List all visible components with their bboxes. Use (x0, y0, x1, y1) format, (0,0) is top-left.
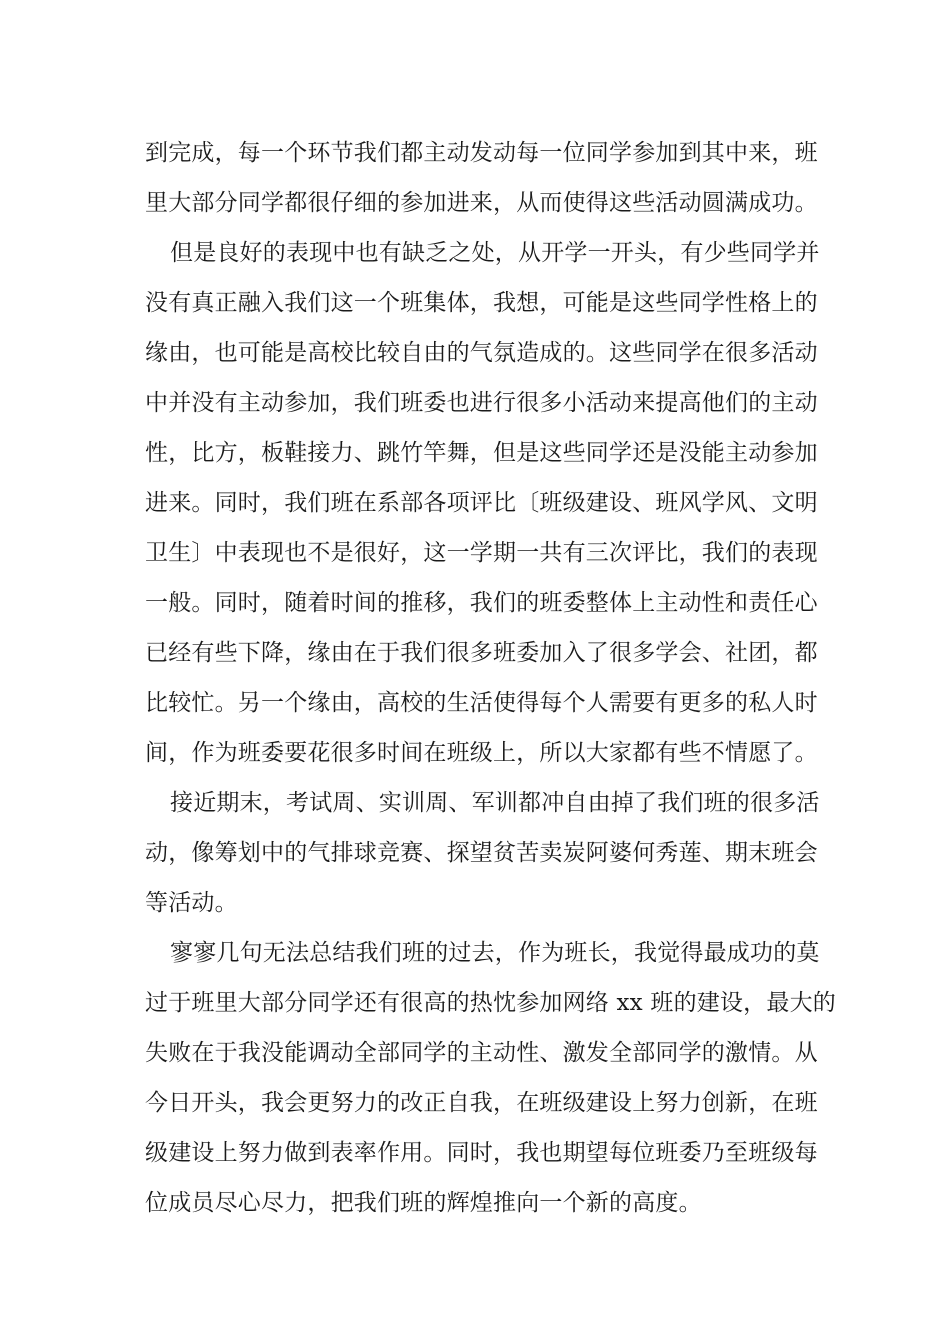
text-line: 但是良好的表现中也有缺乏之处，从开学一开头，有少些同学并 (170, 240, 820, 266)
text-line: 级建设上努力做到表率作用。同时，我也期望每位班委乃至班级每 (145, 1140, 818, 1166)
text-line: 到完成，每一个环节我们都主动发动每一位同学参加到其中来，班 (145, 140, 818, 166)
document-body (145, 128, 836, 1228)
text-line: 寥寥几句无法总结我们班的过去，作为班长，我觉得最成功的莫 (170, 940, 820, 966)
text-line: 卫生〕中表现也不是很好，这一学期一共有三次评比，我们的表现 (145, 540, 818, 566)
text-line: 一般。同时，随着时间的推移，我们的班委整体上主动性和责任心 (145, 590, 818, 616)
text-line: 性，比方，板鞋接力、跳竹竿舞，但是这些同学还是没能主动参加 (145, 440, 818, 466)
text-line: 中并没有主动参加，我们班委也进行很多小活动来提高他们的主动 (145, 390, 818, 416)
text-line: 今日开头，我会更努力的改正自我，在班级建设上努力创新，在班 (145, 1090, 818, 1116)
text-line: 动，像筹划中的气排球竞赛、探望贫苦卖炭阿婆何秀莲、期末班会 (145, 840, 818, 866)
text-line: 缘由，也可能是高校比较自由的气氛造成的。这些同学在很多活动 (145, 340, 818, 366)
text-line: 比较忙。另一个缘由，高校的生活使得每个人需要有更多的私人时 (145, 690, 818, 716)
text-line: 失败在于我没能调动全部同学的主动性、激发全部同学的激情。从 (145, 1040, 818, 1066)
text-line: 没有真正融入我们这一个班集体，我想，可能是这些同学性格上的 (145, 290, 818, 316)
text-line: 进来。同时，我们班在系部各项评比〔班级建设、班风学风、文明 (145, 490, 818, 516)
text-line: 间，作为班委要花很多时间在班级上，所以大家都有些不情愿了。 (145, 740, 818, 766)
text-line: 接近期末，考试周、实训周、军训都冲自由掉了我们班的很多活 (170, 790, 820, 816)
text-line: 等活动。 (145, 890, 238, 916)
text-line: 里大部分同学都很仔细的参加进来，从而使得这些活动圆满成功。 (145, 190, 818, 216)
text-line: 过于班里大部分同学还有很高的热忱参加网络 xx 班的建设，最大的 (145, 990, 836, 1016)
text-line: 已经有些下降，缘由在于我们很多班委加入了很多学会、社团，都 (145, 640, 818, 666)
text-line: 位成员尽心尽力，把我们班的辉煌推向一个新的高度。 (145, 1190, 702, 1216)
